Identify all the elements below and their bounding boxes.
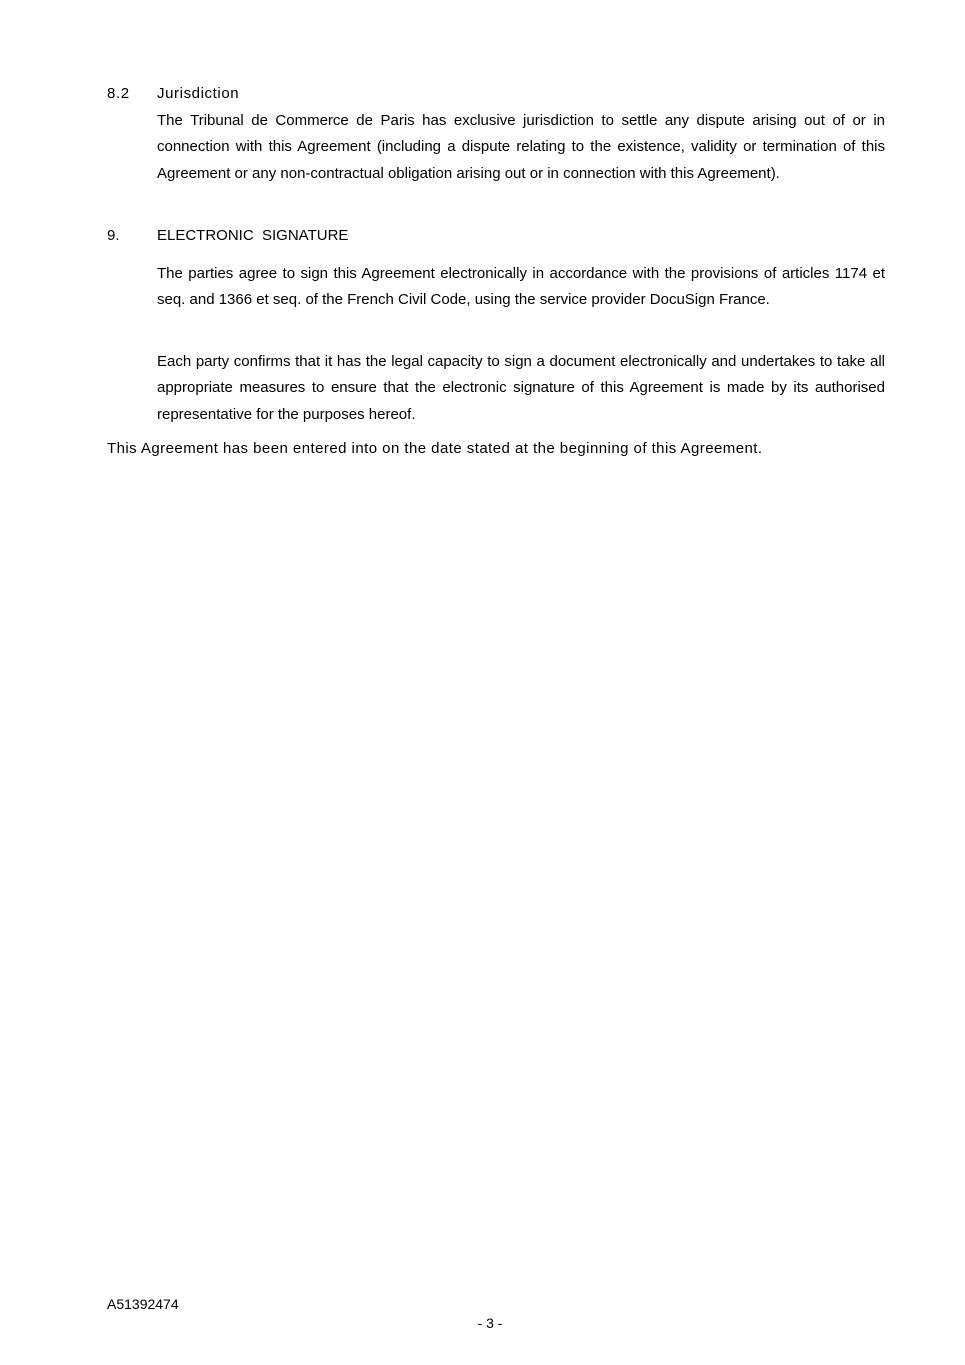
section-9-number: 9.	[107, 227, 120, 244]
section-8-2-body: The Tribunal de Commerce de Paris has exclusive jurisdiction to settle any dispute arising out of or in connection with this Agreement (including a dispute relating to the existence, validity or termination of this Agreement or any non-contractual obligation arising out or in connection with this Agreement).	[157, 112, 885, 182]
closing-statement: This Agreement has been entered into on the date stated at the beginning of this Agreement.	[107, 440, 763, 457]
document-reference: A51392474	[107, 1296, 179, 1312]
section-9-paragraph-1: The parties agree to sign this Agreement electronically in accordance with the provisions of articles 1174 et seq. and 1366 et seq. of the French Civil Code, using the service provider DocuSign France.	[157, 265, 885, 309]
page-number: - 3 -	[477, 1315, 503, 1331]
section-9-paragraph-2: Each party confirms that it has the legal capacity to sign a document electronically and undertakes to take all appropriate measures to ensure that the electronic signature of this Agreement is made by its authorised representative for the purposes hereof.	[157, 353, 885, 423]
section-8-2-heading: Jurisdiction	[157, 85, 240, 102]
section-8-2-number: 8.2	[107, 85, 130, 102]
section-9-heading: ELECTRONIC SIGNATURE	[157, 227, 349, 244]
